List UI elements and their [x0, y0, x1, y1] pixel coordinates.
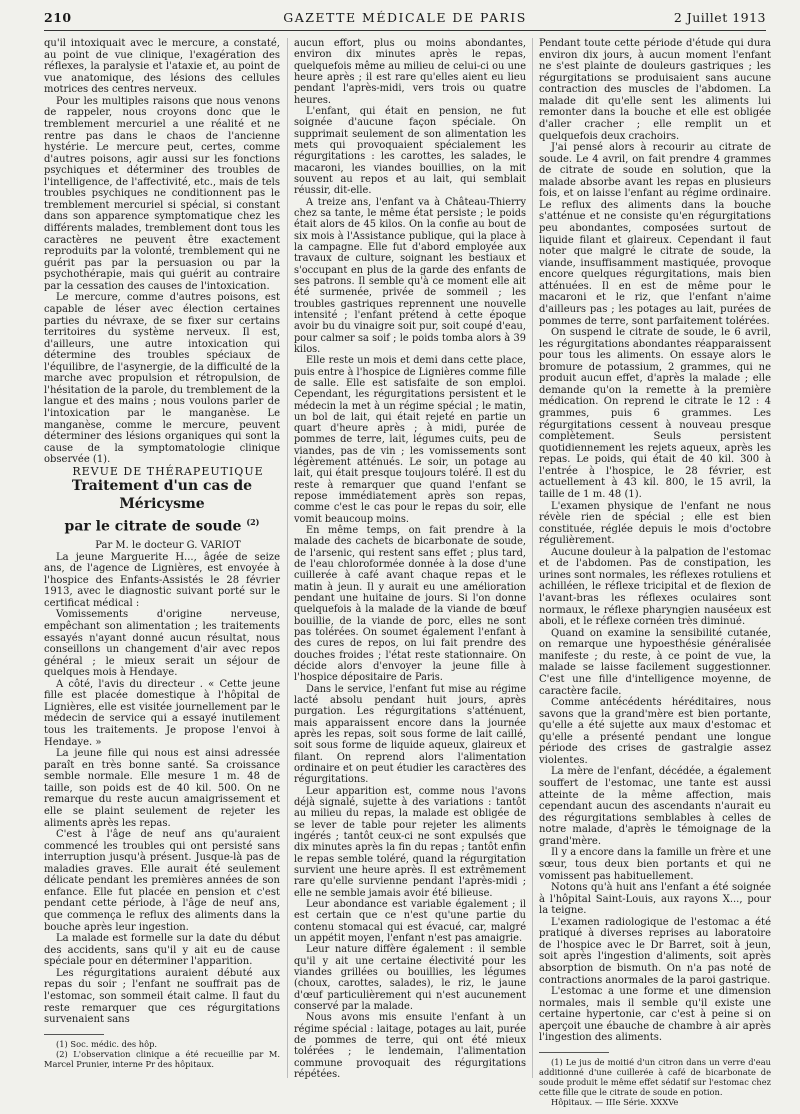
paragraph: Leur apparition est, comme nous l'avons déjà signalé, sujette à des variations : tantôt au milieu du repas, la malade est obligée de se lever de table pour rejeter les aliments ingérés ; tantôt ceux-ci ne sont expulsés que dix minutes après la fin du repas ; tantôt enfin le repas semble toléré, quand la régurgitation survient une heure après. Il est extrêmement rare qu'elle survienne pendant l'après-midi ; elle ne semble jamais avoir été bilieuse.: [294, 785, 526, 899]
paragraph: L'enfant, qui était en pension, ne fut soignée d'aucune façon spéciale. On supprimait seulement de son alimentation les mets qui provoquaient spécialement les régurgitations : les carottes, les salades, le macaroni, les viandes bouillies, on la mit souvent au repos et au lait, qui semblait réussir, dit-elle.: [294, 105, 526, 197]
paragraph: A côté, l'avis du directeur . « Cette jeune fille est placée domestique à l'hôpital de Lignières, elle est visitée journellement par le médecin de service qui a essayé inutilement tous les traitements. Je propose l'envoi à Hendaye. »: [44, 678, 280, 748]
paragraph: Leur nature diffère également : il semble qu'il y ait une certaine électivité pour les viandes grillées ou bouillies, les légumes (choux, carottes, salades), le riz, le jaune d'œuf particulièrement qui n'est aucunement conservé par la malade.: [294, 944, 526, 1012]
article-author: Par M. le docteur G. VARIOT: [95, 540, 241, 552]
paragraph: En même temps, on fait prendre à la malade des cachets de bicarbonate de soude, de l'arsenic, qui restent sans effet ; plus tard, de l'eau chloroformée donnée à la dose d'une cuillerée à café avant chaque repas et le matin à jeun. Il y aurait eu une amélioration pendant une huitaine de jours. Si l'on donne quelquefois à la malade de la viande de bœuf bouillie, de la viande de porc, elles ne sont pas tolérées. On soumet également l'enfant à des cures de repos, on lui fait prendre des douches froides ; l'état reste stationnaire. On décide alors d'envoyer la jeune fille à l'hospice dépositaire de Paris.: [294, 525, 526, 684]
series-note: Hôpitaux. — IIIe Série. XXXVe: [551, 1096, 679, 1107]
section-heading: REVUE DE THÉRAPEUTIQUE: [72, 464, 264, 478]
page-header: [44, 6, 766, 28]
issue-date: 2 Juillet 1913: [673, 10, 766, 25]
footnote-rule: [539, 1052, 609, 1053]
paragraph: Le mercure, comme d'autres poisons, est capable de léser avec élection certaines parties du névraxe, de se fixer sur certains territoires du système nerveux. Il est, d'ailleurs, une autre intoxication qui détermine des troubles spéciaux de l'équilibre, de l'asynergie, de la difficulté de la marche avec propulsion et rétropulsion, de l'hésitation de la parole, du tremblement de la langue et des mains ; nous voulons parler de l'intoxication par le manganèse. Le manganèse, comme le mercure, peuvent déterminer des lésions organiques qui sont la cause de la symptomatologie clinique observée (1).: [44, 292, 280, 466]
paragraph: Il y a encore dans la famille un frère et une sœur, tous deux bien portants et qui ne vomissent pas habituellement.: [539, 847, 771, 882]
header-rule: [44, 30, 766, 31]
paragraph: La malade est formelle sur la date du début des accidents, sans qu'il y ait eu de cause spéciale pour en déterminer l'apparition.: [44, 933, 280, 968]
paragraph: Les régurgitations auraient débuté aux repas du soir ; l'enfant ne souffrait pas de l'estomac, son sommeil était calme. Il faut du reste remarquer que ces régurgitations survenaient sans: [44, 967, 280, 1026]
article-title-line-2: par le citrate de soude: [64, 519, 242, 536]
journal-title: GAZETTE MÉDICALE DE PARIS: [283, 10, 527, 25]
paragraph: Nous avons mis ensuite l'enfant à un régime spécial : laitage, potages au lait, purée de pommes de terre, qui ont été mieux tolérées ; le lendemain, l'alimentation commune provoquait des régurgitations répétées.: [294, 1012, 526, 1080]
paragraph: Pour les multiples raisons que nous venons de rappeler, nous croyons donc que le tremblement mercuriel a une réalité et ne rentre pas dans le chaos de l'ancienne hystérie. Le mercure peut, certes, comme d'autres poisons, agir aussi sur les fonctions psychiques et déterminer des troubles de l'intelligence, de l'affectivité, etc., mais de tels troubles psychiques ne conditionnent pas le tremblement mercuriel si spécial, si constant dans son apparence symptomatique chez les différents malades, tremblement dont tous les caractères ne peuvent être exactement reproduits par la volonté, tremblement qui ne guérit pas par la persuasion ou par la psychothérapie, mais qui guérit au contraire par la cessation des causes de l'intoxication.: [44, 95, 280, 292]
footnote: (2) L'observation clinique a été recueillie par M. Marcel Prunier, interne Pr des hôpitaux.: [44, 1048, 280, 1069]
paragraph: L'examen radiologique de l'estomac a été pratiqué à diverses reprises au laboratoire de l'hospice avec le Dr Barret, soit à jeun, soit après l'ingestion d'aliments, soit après absorption de bismuth. On n'a pas noté de contractions anormales de la paroi gastrique.: [539, 916, 771, 986]
article-title: [44, 477, 280, 536]
paragraph: qu'il intoxiquait avec le mercure, a constaté, au point de vue clinique, l'exagération des réflexes, la paralysie et l'ataxie et, au point de vue anatomique, des lésions des cellules motrices des centres nerveux.: [44, 38, 280, 96]
paragraph: aucun effort, plus ou moins abondantes, environ dix minutes après le repas, quelquefois même au milieu de celui-ci ou une heure après ; il est rare qu'elles aient eu lieu pendant l'après-midi, vers trois ou quatre heures.: [294, 38, 526, 106]
column-1: [44, 38, 280, 1069]
paragraph: On suspend le citrate de soude, le 6 avril, les régurgitations abondantes réapparaissent pour tous les aliments. On essaye alors le bromure de potassium, 2 grammes, qui ne produit aucun effet, d'après la malade ; elle demande qu'on la remette à la première médication. On reprend le citrate le 12 : 4 grammes, puis 6 grammes. Les régurgitations cessent à nouveau presque complètement. Seuls persistent quotidiennement les rejets aqueux, après les repas. Le poids, qui était de 40 kil. 300 à l'entrée à l'hospice, le 28 février, est actuellement à 43 kil. 800, le 15 avril, la taille de 1 m. 48 (1).: [539, 327, 771, 500]
paragraph: La jeune Marguerite H..., âgée de seize ans, de l'agence de Lignières, est envoyée à l'hospice des Enfants-Assistés le 28 février 1913, avec le diagnostic suivant porté sur le certificat médical :: [44, 551, 280, 609]
paragraph: J'ai pensé alors à recourir au citrate de soude. Le 4 avril, on fait prendre 4 grammes de citrate de soude en solution, que la malade absorbe avant les repas en plusieurs fois, et on laisse l'enfant au régime ordinaire. Le reflux des aliments dans la bouche s'atténue et ne consiste qu'en régurgitations peu abondantes, composées surtout de liquide filant et glaireux. Cependant il faut noter que malgré le citrate de soude, la viande, insuffisamment mastiquée, provoque encore quelques régurgitations, mais bien atténuées. Il en est de même pour le macaroni et le riz, que l'enfant n'aime d'ailleurs pas ; les potages au lait, purées de pommes de terre, sont parfaitement tolérées.: [539, 142, 771, 327]
paragraph: Elle reste un mois et demi dans cette place, puis entre à l'hospice de Lignières comme fille de salle. Elle est satisfaite de son emploi. Cependant, les régurgitations persistent et le médecin la met à un régime spécial ; le matin, un bol de lait, qui était rejeté en partie un quart d'heure après ; à midi, purée de pommes de terre, lait, légumes cuits, peu de viandes, pas de vin ; les vomissements sont légèrement atténués. Le soir, un potage au lait, qui était presque toujours toléré. Il est du reste à remarquer que quand l'enfant se repose immédiatement après son repas, comme c'est le cas pour le repas du soir, elle vomit beaucoup moins.: [294, 355, 526, 525]
paragraph: Quand on examine la sensibilité cutanée, on remarque une hypoesthésie généralisée manifeste ; du reste, à ce point de vue, la malade se laisse facilement suggestionner. C'est une fille d'intelligence moyenne, de caractère facile.: [539, 627, 771, 697]
article-title-line-1: Traitement d'un cas de Méricysme: [71, 478, 253, 513]
paragraph: Pendant toute cette période d'étude qui dura environ dix jours, à aucun moment l'enfant ne s'est plainte de douleurs gastriques ; les régurgitations se produisaient sans aucune contraction des muscles de l'abdomen. La malade dit qu'elle sent les aliments lui remonter dans la bouche et elle est obligée d'aller cracher ; elle remplit un et quelquefois deux crachoirs.: [539, 38, 771, 142]
title-footnote-ref: (2): [246, 517, 260, 528]
footnote: (1) Soc. médic. des hôp.: [56, 1038, 158, 1049]
paragraph: La mère de l'enfant, décédée, a également souffert de l'estomac, une tante est aussi atteinte de la même affection, mais cependant aucun des ascendants n'aurait eu des régurgitations semblables à celles de notre malade, d'après le témoignage de la grand'mère.: [539, 766, 771, 847]
footnote: (1) Le jus de moitié d'un citron dans un verre d'eau additionné d'une cuillerée à café de bicarbonate de soude produit le même effet sédatif sur l'estomac chez cette fille que le citrate de soude en potion.: [539, 1056, 771, 1097]
paragraph: La jeune fille qui nous est ainsi adressée paraît en très bonne santé. Sa croissance semble normale. Elle mesure 1 m. 48 de taille, son poids est de 40 kil. 500. On ne remarque du reste aucun amaigrissement et elle se plaint seulement de rejeter les aliments après les repas.: [44, 748, 280, 829]
page-number: 210: [44, 10, 72, 25]
column-3: [532, 38, 772, 1107]
paragraph: Comme antécédents héréditaires, nous savons que la grand'mère est bien portante, qu'elle a été sujette aux maux d'estomac et qu'elle a présenté pendant une longue période des crises de gastralgie assez violentes.: [539, 697, 771, 766]
column-2: [287, 38, 526, 1078]
footnote-rule: [44, 1034, 104, 1035]
paragraph: A treize ans, l'enfant va à Château-Thierry chez sa tante, le même état persiste ; le poids était alors de 45 kilos. On la confie au bout de six mois à l'Assistance publique, qui la place à la campagne. Elle fut d'abord employée aux travaux de culture, soignant les bestiaux et s'occupant en plus de la garde des enfants de ses patrons. Il semble qu'à ce moment elle ait été surmenée, privée de sommeil ; les troubles gastriques reprennent une nouvelle intensité ; l'enfant prétend à cette époque avoir bu du vinaigre soit pur, soit coupé d'eau, pour calmer sa soif ; le poids tomba alors à 39 kilos.: [294, 196, 526, 355]
paragraph: L'estomac a une forme et une dimension normales, mais il semble qu'il existe une certaine hypertonie, car c'est à peine si on aperçoit une ébauche de chambre à air après l'ingestion des aliments.: [539, 986, 771, 1044]
paragraph: L'examen physique de l'enfant ne nous révèle rien de spécial ; elle est bien constituée, réglée depuis le mois d'octobre régulièrement.: [539, 500, 771, 547]
paragraph: Vomissements d'origine nerveuse, empêchant son alimentation ; les traitements essayés n'ayant donné aucun résultat, nous conseillons un changement d'air avec repos général ; le mieux serait un séjour de quelques mois à Hendaye.: [44, 609, 280, 679]
paragraph: C'est à l'âge de neuf ans qu'auraient commencé les troubles qui ont persisté sans interruption jusqu'à présent. Jusque-là pas de maladies graves. Elle aurait été seulement délicate pendant les premières années de son enfance. Elle fut placée en pension et c'est pendant cette période, à l'âge de neuf ans, que commença le reflux des aliments dans la bouche après leur ingestion.: [44, 829, 280, 933]
paragraph: Leur abondance est variable également ; il est certain que ce n'est qu'une partie du contenu stomacal qui est évacué, car, malgré un appétit moyen, l'enfant n'est pas amaigrie.: [294, 898, 526, 944]
paragraph: Aucune douleur à la palpation de l'estomac et de l'abdomen. Pas de constipation, les urines sont normales, les réflexes rotuliens et achilléen, le réflexe tricipital et de flexion de l'avant-bras les réflexes oculaires sont normaux, le réflexe pharyngien nauséeux est aboli, et le réflexe cornéen très diminué.: [539, 546, 772, 628]
paragraph: Notons qu'à huit ans l'enfant a été soignée à l'hôpital Saint-Louis, aux rayons X..., pour la teigne.: [539, 882, 771, 917]
paragraph: Dans le service, l'enfant fut mise au régime lacté absolu pendant huit jours, après purgation. Les régurgitations s'atténuent, mais apparaissent encore dans la journée après les repas, soit sous forme de lait caillé, soit sous forme de liquide aqueux, glaireux et filant. On reprend alors l'alimentation ordinaire et on peut étudier les caractères des régurgitations.: [294, 683, 526, 786]
